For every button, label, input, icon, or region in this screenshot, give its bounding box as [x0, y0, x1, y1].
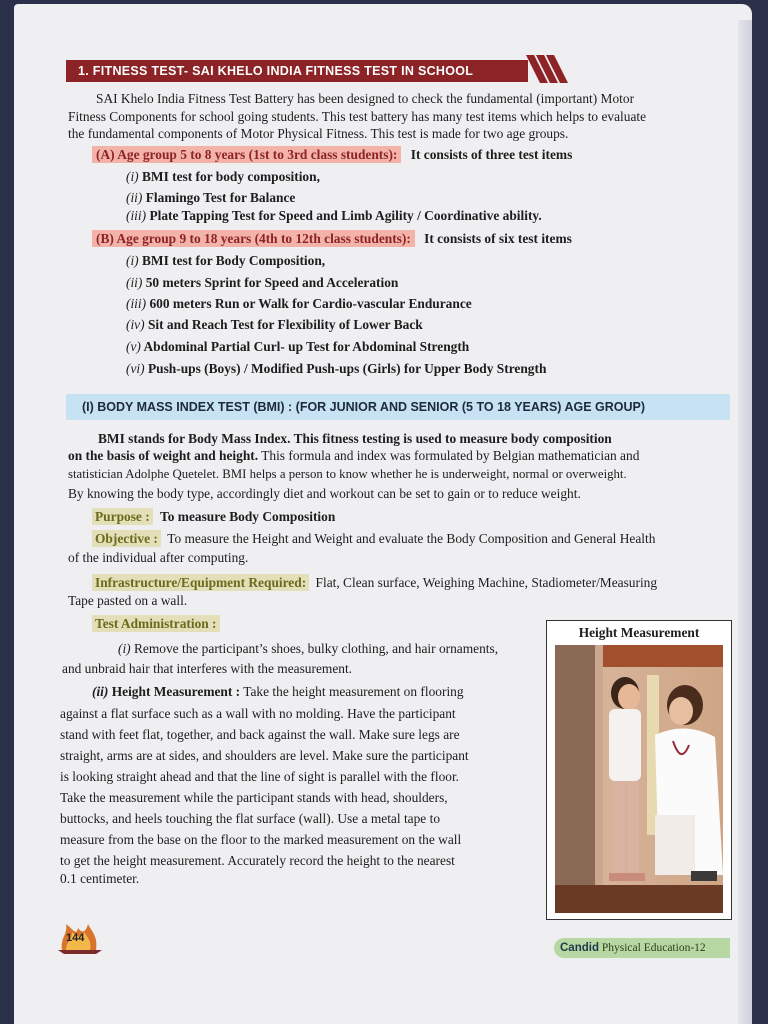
objective-line-2: of the individual after computing. — [68, 550, 249, 565]
section-heading-bmi: (I) BODY MASS INDEX TEST (BMI) : (FOR JUNIOR AND SENIOR (5 TO 18 YEARS) AGE GROUP) — [66, 394, 730, 420]
bmi-line-1: BMI stands for Body Mass Index. This fitness testing is used to measure body composition — [98, 431, 612, 446]
group-b-tail: It consists of six test items — [424, 231, 572, 246]
objective-row — [92, 530, 655, 548]
admin-row — [92, 615, 220, 633]
admin-ii-line: against a flat surface such as a wall with no molding. Have the participant — [60, 706, 456, 721]
list-item: (i) BMI test for body composition, — [126, 169, 320, 184]
list-item: (vi) Push-ups (Boys) / Modified Push-ups (Girls) for Upper Body Strength — [126, 361, 547, 376]
section-heading-fitness-test: 1. FITNESS TEST- SAI KHELO INDIA FITNESS TEST IN SCHOOL — [66, 60, 528, 82]
list-item: (iii) Plate Tapping Test for Speed and Limb Agility / Coordinative ability. — [126, 208, 542, 223]
infra-label: Infrastructure/Equipment Required: — [92, 574, 309, 591]
height-measurement-photo — [555, 645, 723, 913]
purpose-row — [92, 508, 335, 526]
group-a-row — [92, 146, 572, 164]
group-b-label: (B) Age group 9 to 18 years (4th to 12th class students): — [92, 230, 415, 247]
admin-label: Test Administration : — [92, 615, 220, 632]
list-item: (ii) 50 meters Sprint for Speed and Acceleration — [126, 275, 399, 290]
group-a-label: (A) Age group 5 to 8 years (1st to 3rd class students): — [92, 146, 401, 163]
bmi-line-4: By knowing the body type, accordingly diet and workout can be set to gain or to reduce weight. — [68, 486, 581, 501]
admin-ii-line: is looking straight ahead and that the line of sight is parallel with the floor. — [60, 769, 460, 784]
admin-ii-line: to get the height measurement. Accurately record the height to the nearest — [60, 853, 455, 868]
objective-text: To measure the Height and Weight and evaluate the Body Composition and General Health — [167, 531, 656, 546]
admin-ii-line: 0.1 centimeter. — [60, 871, 140, 886]
admin-ii-line: straight, arms are at sides, and shoulders are level. Make sure the participant — [60, 748, 469, 763]
admin-ii-line: Take the measurement while the participant stands with head, shoulders, — [60, 790, 448, 805]
objective-label: Objective : — [92, 530, 161, 547]
page-number: 144 — [66, 932, 85, 944]
admin-ii-line-1: (ii) Height Measurement : Take the height measurement on flooring — [92, 684, 464, 699]
admin-i-line-2: and unbraid hair that interferes with the measurement. — [62, 661, 353, 676]
group-b-row — [92, 230, 572, 248]
infra-line-2: Tape pasted on a wall. — [68, 593, 188, 608]
height-measurement-figure — [546, 620, 732, 920]
admin-ii-line: measure from the base on the floor to the marked measurement on the wall — [60, 832, 462, 847]
list-item: (iv) Sit and Reach Test for Flexibility of Lower Back — [126, 317, 423, 332]
infra-row — [92, 574, 657, 592]
bmi-line-2: on the basis of weight and height. This formula and index was formulated by Belgian mathematician and — [68, 448, 640, 463]
group-a-tail: It consists of three test items — [410, 147, 573, 162]
admin-i-line-1: (i) Remove the participant’s shoes, bulky clothing, and hair ornaments, — [118, 641, 499, 656]
admin-ii-line: stand with feet flat, together, and back against the wall. Make sure legs are — [60, 727, 460, 742]
footer-brand: Candid — [560, 942, 599, 954]
list-item: (i) BMI test for Body Composition, — [126, 253, 326, 268]
figure-caption: Height Measurement — [578, 625, 700, 640]
bmi-line-3: statistician Adolphe Quetelet. BMI helps a person to know whether he is underweight, normal or overweight. — [68, 467, 627, 481]
purpose-text: To measure Body Composition — [160, 509, 336, 524]
list-item: (v) Abdominal Partial Curl- up Test for Abdominal Strength — [126, 339, 470, 354]
purpose-label: Purpose : — [92, 508, 153, 525]
footer-book-title: Physical Education-12 — [601, 942, 706, 954]
infra-text: Flat, Clean surface, Weighing Machine, Stadiometer/Measuring — [315, 575, 658, 590]
list-item: (iii) 600 meters Run or Walk for Cardio-vascular Endurance — [126, 296, 472, 311]
admin-ii-line: buttocks, and heels touching the flat surface (wall). Use a metal tape to — [60, 811, 441, 826]
intro-line-3: the fundamental components of Motor Physical Fitness. This test is made for two age groups. — [68, 126, 569, 141]
intro-line-1: SAI Khelo India Fitness Test Battery has been designed to check the fundamental (important) Motor — [96, 91, 635, 106]
intro-line-2: Fitness Components for school going students. This test battery has many test items which helps to evaluate — [68, 109, 647, 124]
footer-book-label — [554, 938, 730, 958]
list-item: (ii) Flamingo Test for Balance — [126, 190, 296, 205]
heading-stripes-decoration — [526, 55, 570, 83]
page-edge — [738, 20, 752, 1024]
